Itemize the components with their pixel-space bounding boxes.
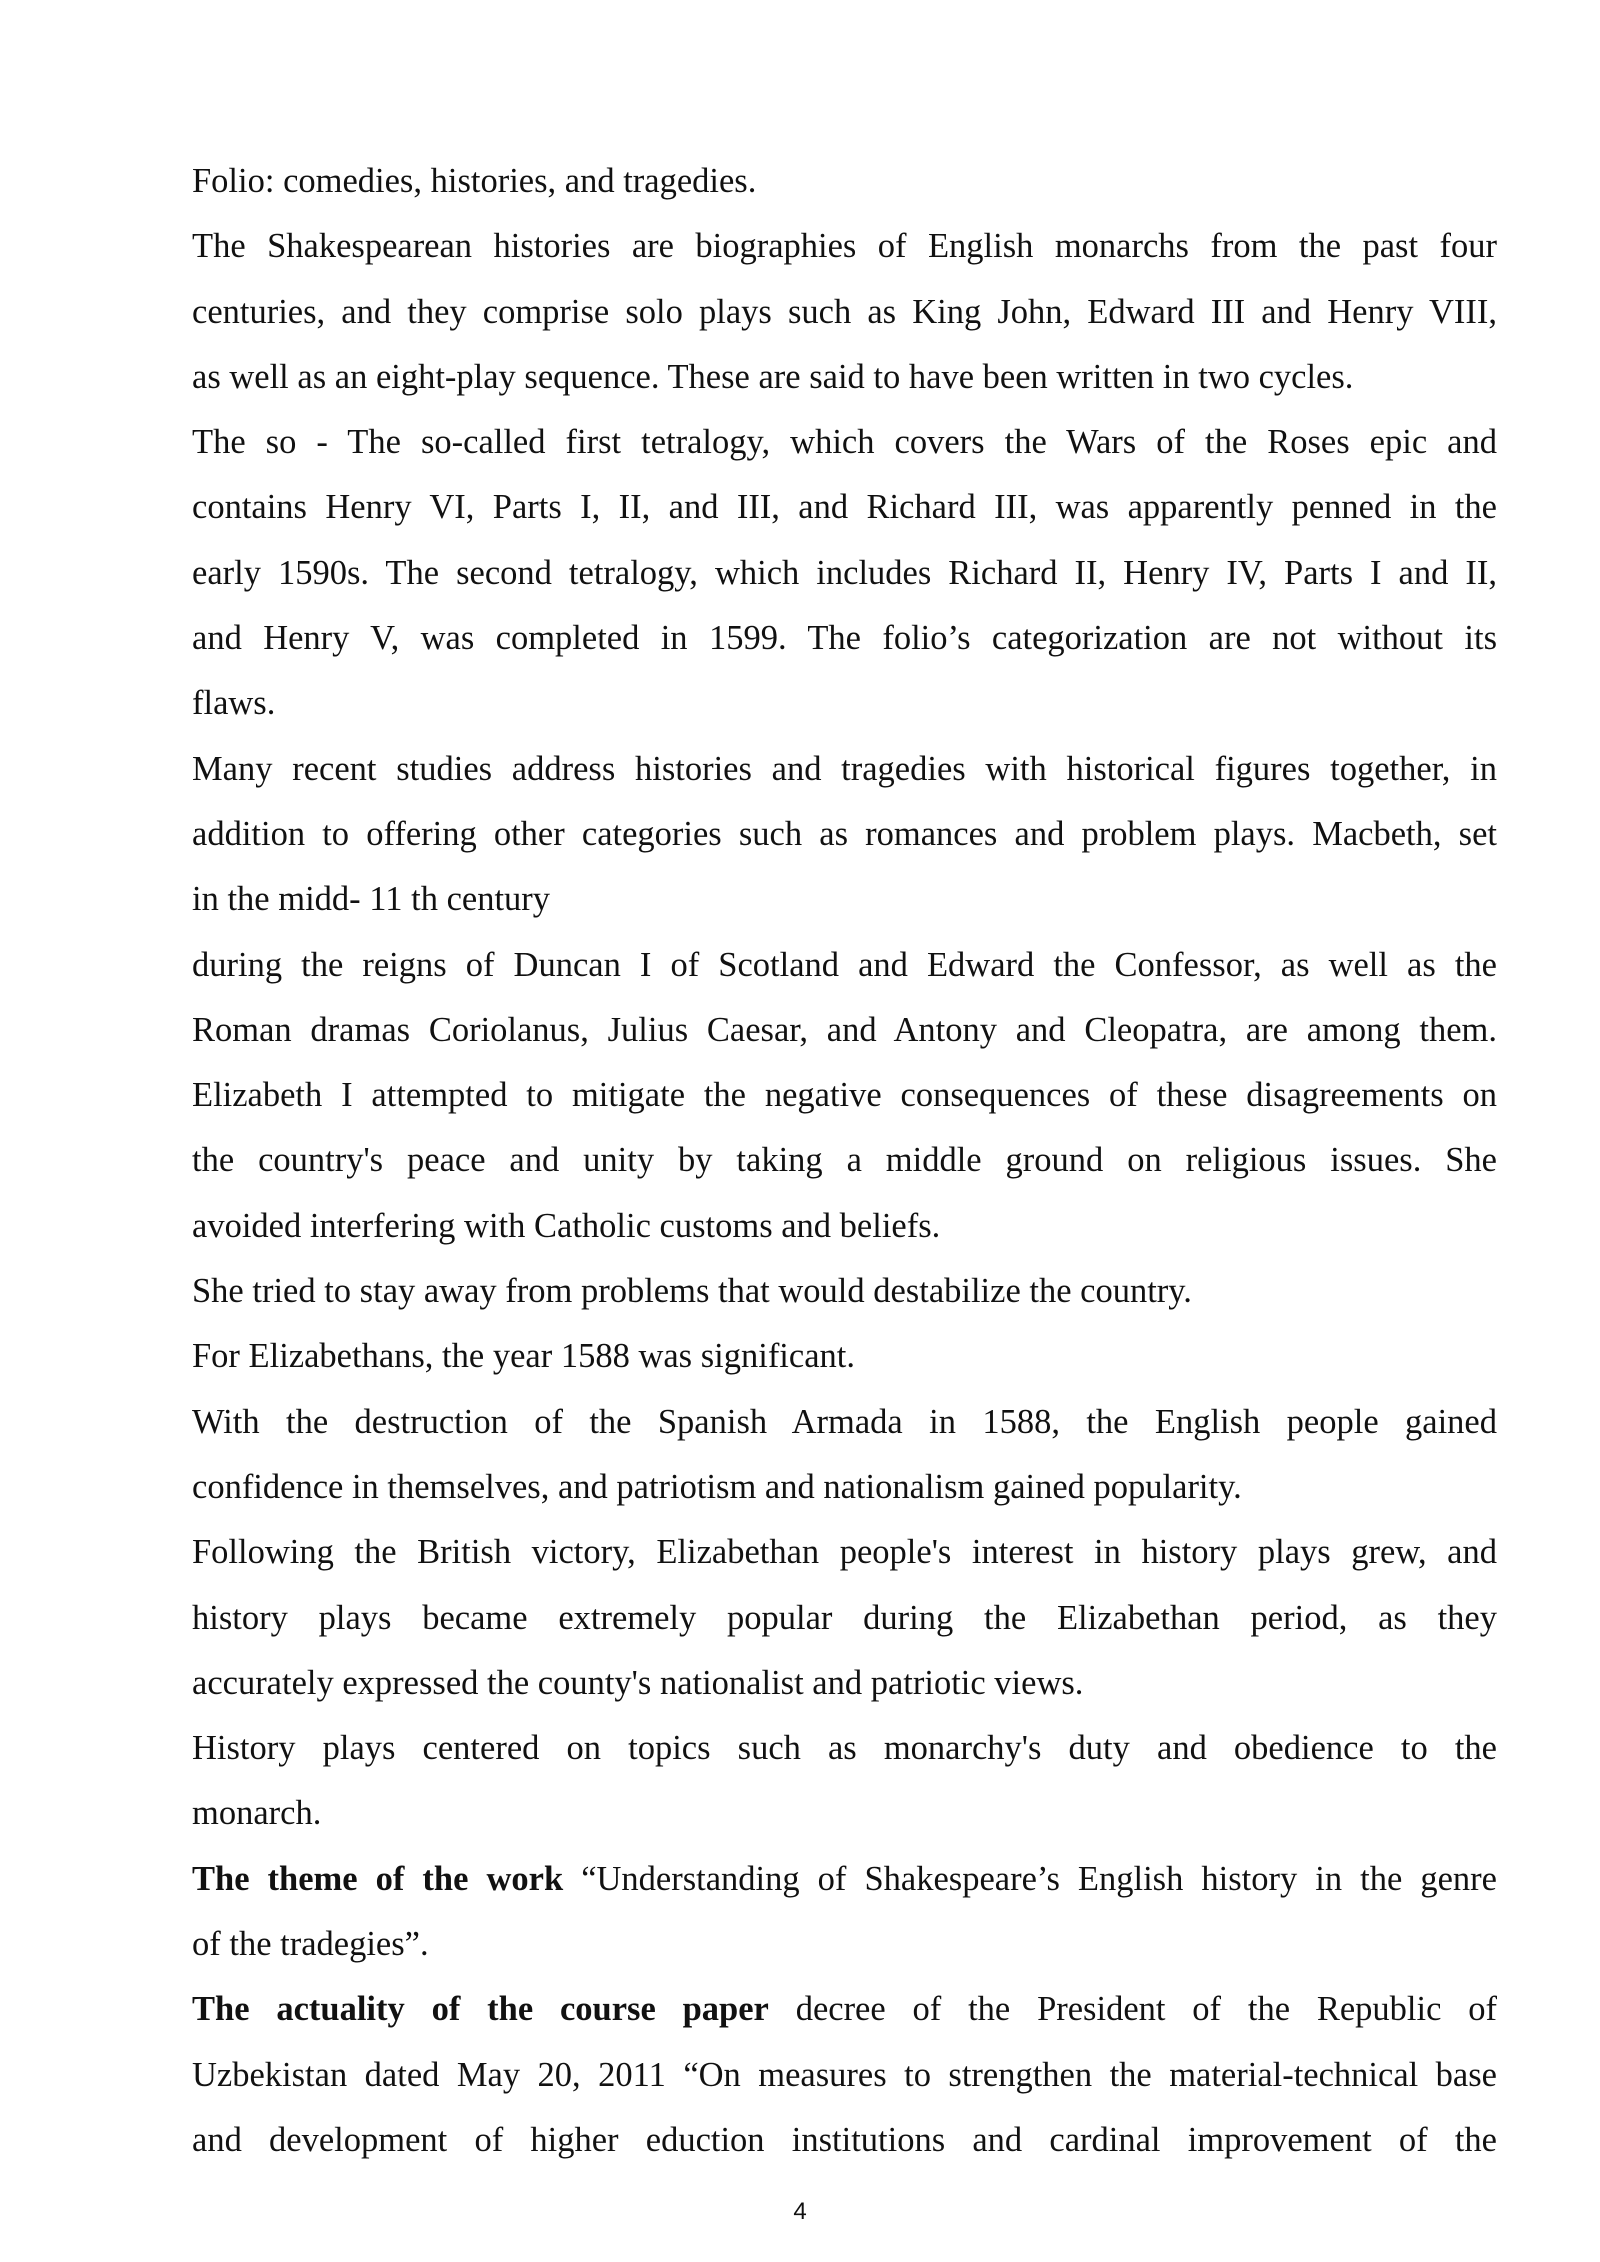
line-text: Following the British victory, Elizabethan people's interest in history plays grew, and <box>192 1533 1497 1572</box>
line-text: addition to offering other categories such as romances and problem plays. Macbeth, set <box>192 814 1497 853</box>
text-line <box>192 541 1497 606</box>
line-text: early 1590s. The second tetralogy, which includes Richard II, Henry IV, Parts I and II, <box>192 553 1497 592</box>
line-text: confidence in themselves, and patriotism and nationalism gained popularity. <box>192 1467 1242 1506</box>
line-text: flaws. <box>192 684 276 723</box>
text-line <box>192 867 1497 932</box>
text-line <box>192 149 1497 214</box>
text-line <box>192 280 1497 345</box>
line-text: history plays became extremely popular during the Elizabethan period, as they <box>192 1598 1497 1637</box>
line-text: and development of higher eduction institutions and cardinal improvement of the <box>192 2120 1497 2159</box>
text-line <box>192 214 1497 279</box>
text-line <box>192 1455 1497 1520</box>
line-text: She tried to stay away from problems that would destabilize the country. <box>192 1272 1192 1311</box>
line-text: monarch. <box>192 1794 322 1833</box>
document-page <box>192 149 1497 2173</box>
text-line <box>192 1912 1497 1977</box>
line-text: The Shakespearean histories are biographies of English monarchs from the past four <box>192 227 1497 266</box>
text-line <box>192 737 1497 802</box>
line-text: decree of the President of the Republic of <box>768 1990 1497 2029</box>
line-text: History plays centered on topics such as monarchy's duty and obedience to the <box>192 1729 1497 1768</box>
text-line <box>192 345 1497 410</box>
line-text: For Elizabethans, the year 1588 was significant. <box>192 1337 855 1376</box>
text-line <box>192 933 1497 998</box>
line-text: “Understanding of Shakespeare’s English history in the genre <box>563 1859 1497 1898</box>
line-text: contains Henry VI, Parts I, II, and III, and Richard III, was apparently penned in the <box>192 488 1497 527</box>
text-line <box>192 1781 1497 1846</box>
text-line <box>192 475 1497 540</box>
line-text: and Henry V, was completed in 1599. The folio’s categorization are not without its <box>192 619 1497 658</box>
line-text: during the reigns of Duncan I of Scotland and Edward the Confessor, as well as the <box>192 945 1497 984</box>
bold-heading: The actuality of the course paper <box>192 1990 769 2029</box>
line-text: avoided interfering with Catholic customs and beliefs. <box>192 1206 941 1245</box>
text-line <box>192 1194 1497 1259</box>
text-line <box>192 1520 1497 1585</box>
text-line <box>192 671 1497 736</box>
line-text: in the midd- 11 th century <box>192 880 551 919</box>
text-line <box>192 2108 1497 2173</box>
text-line <box>192 1128 1497 1193</box>
text-line <box>192 1977 1497 2042</box>
text-line <box>192 1390 1497 1455</box>
text-line <box>192 1063 1497 1128</box>
text-line <box>192 802 1497 867</box>
bold-heading: The theme of the work <box>192 1859 564 1898</box>
line-text: Roman dramas Coriolanus, Julius Caesar, and Antony and Cleopatra, are among them. <box>192 1010 1497 1049</box>
body-text <box>192 149 1497 2173</box>
text-line <box>192 1716 1497 1781</box>
line-text: the country's peace and unity by taking a middle ground on religious issues. She <box>192 1141 1497 1180</box>
text-line <box>192 1586 1497 1651</box>
text-line <box>192 606 1497 671</box>
line-text: With the destruction of the Spanish Armada in 1588, the English people gained <box>192 1402 1497 1441</box>
line-text: Elizabeth I attempted to mitigate the negative consequences of these disagreements on <box>192 1076 1497 1115</box>
line-text: accurately expressed the county's nationalist and patriotic views. <box>192 1663 1084 1702</box>
line-text: of the tradegies”. <box>192 1925 429 1964</box>
page-number: 4 <box>793 2198 807 2225</box>
text-line <box>192 1324 1497 1389</box>
line-text: Many recent studies address histories and tragedies with historical figures together, in <box>192 749 1497 788</box>
text-line <box>192 2043 1497 2108</box>
text-line <box>192 1847 1497 1912</box>
line-text: Uzbekistan dated May 20, 2011 “On measures to strengthen the material-technical base <box>192 2055 1497 2094</box>
text-line <box>192 410 1497 475</box>
text-line <box>192 1651 1497 1716</box>
text-line <box>192 1259 1497 1324</box>
text-line <box>192 998 1497 1063</box>
line-text: centuries, and they comprise solo plays such as King John, Edward III and Henry VIII, <box>192 292 1497 331</box>
line-text: Folio: comedies, histories, and tragedies. <box>192 162 757 200</box>
line-text: as well as an eight-play sequence. These are said to have been written in two cycles. <box>192 357 1354 396</box>
line-text: The so - The so-called first tetralogy, which covers the Wars of the Roses epic and <box>192 423 1497 462</box>
